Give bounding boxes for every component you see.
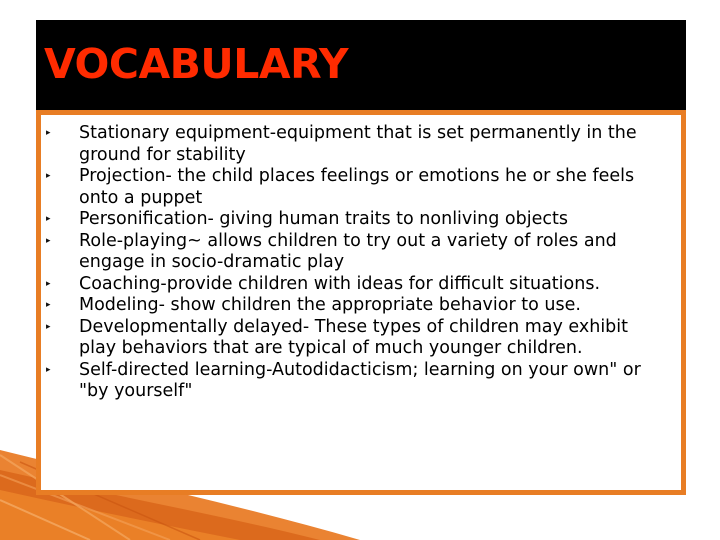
vocabulary-item: [41, 295, 681, 317]
vocabulary-box: [36, 110, 686, 495]
vocabulary-item: [41, 274, 681, 296]
vocabulary-item: [41, 166, 681, 209]
bullet-arrow-icon: ▸: [46, 128, 51, 138]
vocabulary-item: [41, 231, 681, 274]
bullet-arrow-icon: ▸: [46, 214, 51, 224]
vocabulary-item-text: Personification- giving human traits to nonliving objects: [79, 209, 568, 229]
vocabulary-item: [41, 317, 681, 360]
vocabulary-item: [41, 360, 681, 403]
bullet-arrow-icon: ▸: [46, 171, 51, 181]
slide-title: VOCABULARY: [44, 40, 349, 88]
title-bar: [36, 20, 686, 110]
vocabulary-item: [41, 123, 681, 166]
vocabulary-item-text: Self-directed learning-Autodidacticism; learning on your own" or "by yourself": [79, 359, 641, 401]
vocabulary-item-text: Role-playing~ allows children to try out a variety of roles and engage in socio-dramatic play: [79, 230, 617, 272]
vocabulary-item-text: Stationary equipment-equipment that is set permanently in the ground for stability: [79, 123, 637, 165]
vocabulary-item-text: Coaching-provide children with ideas for difficult situations.: [79, 273, 601, 294]
vocabulary-list: [41, 123, 681, 403]
vocabulary-item-text: Projection- the child places feelings or emotions he or she feels onto a puppet: [79, 166, 635, 208]
bullet-arrow-icon: ▸: [46, 235, 51, 246]
bullet-arrow-icon: ▸: [46, 364, 51, 375]
bullet-arrow-icon: ▸: [46, 300, 51, 310]
bullet-arrow-icon: ▸: [46, 278, 51, 289]
bullet-arrow-icon: ▸: [46, 321, 51, 332]
vocabulary-item-text: Modeling- show children the appropriate behavior to use.: [79, 295, 581, 315]
vocabulary-item-text: Developmentally delayed- These types of children may exhibit play behaviors that are typical of much younger children.: [79, 316, 629, 358]
vocabulary-item: [41, 209, 681, 231]
